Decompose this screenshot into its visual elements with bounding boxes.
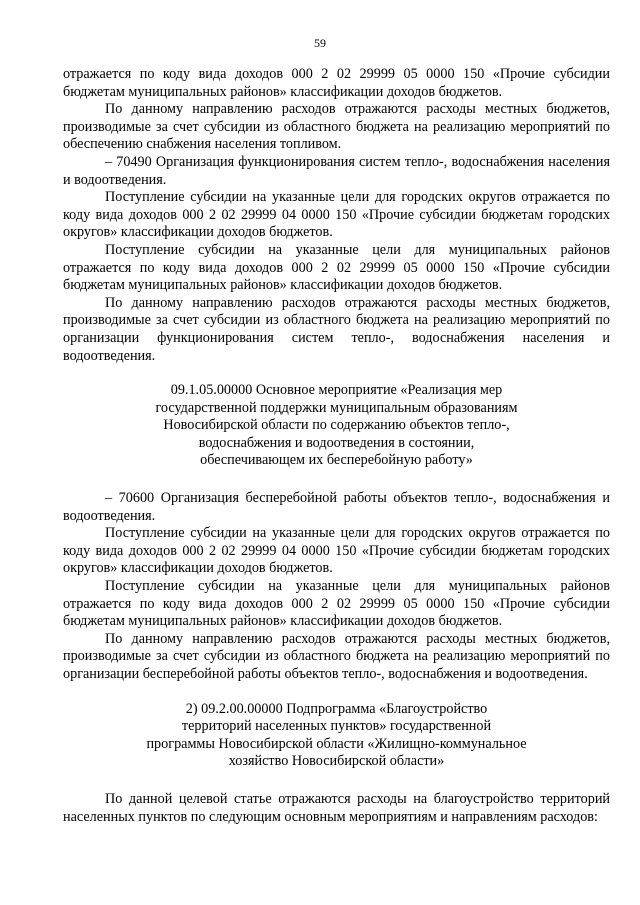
spacer <box>63 771 610 791</box>
spacer <box>63 470 610 490</box>
paragraph-heating-water-expenses: По данному направлению расходов отражаются расходы местных бюджетов, производимые за счет субсидии из областного бюджета на реализацию мероприятий по организации функционирования систем тепло-, водоснабжения населения и водоотведения. <box>63 294 610 364</box>
paragraph-urban-districts-subsidy: Поступление субсидии на указанные цели для городских округов отражается по коду вида доходов 000 2 02 29999 04 0000 150 «Прочие субсидии бюджетам городских округов» классификации доходов бюджетов. <box>63 189 610 241</box>
section-heading-09-2-00 <box>63 701 610 771</box>
heading-line: обеспечивающем их бесперебойную работу» <box>200 452 473 469</box>
page-number: 59 <box>314 36 326 50</box>
spacer <box>63 365 610 382</box>
heading-line: Новосибирской области по содержанию объектов тепло-, <box>163 417 510 434</box>
spacer <box>63 684 610 701</box>
heading-line: государственной поддержки муниципальным образованиям <box>155 399 518 416</box>
paragraph-landscaping-expenses: По данной целевой статье отражаются расходы на благоустройство территорий населенных пунктов по следующим основным мероприятиям и направлениям расходов: <box>63 790 610 825</box>
heading-line: хозяйство Новосибирской области» <box>228 753 445 770</box>
heading-line: водоснабжения и водоотведения в состоянии, <box>198 434 475 451</box>
heading-line: 2) 09.2.00.00000 Подпрограмма «Благоустройство <box>185 700 488 717</box>
page-body <box>63 66 610 826</box>
paragraph-continuation: отражается по коду вида доходов 000 2 02 29999 05 0000 150 «Прочие субсидии бюджетам муниципальных районов» классификации доходов бюджетов. <box>63 66 610 100</box>
paragraph-code-70490: – 70490 Организация функционирования систем тепло-, водоснабжения населения и водоотведения. <box>63 153 610 188</box>
paragraph-municipal-districts-subsidy: Поступление субсидии на указанные цели для муниципальных районов отражается по коду вида доходов 000 2 02 29999 05 0000 150 «Прочие субсидии бюджетам муниципальных районов» классификации доходов бюджетов. <box>63 578 610 630</box>
paragraph-municipal-districts-subsidy: Поступление субсидии на указанные цели для муниципальных районов отражается по коду вида доходов 000 2 02 29999 05 0000 150 «Прочие субсидии бюджетам муниципальных районов» классификации доходов бюджетов. <box>63 241 610 294</box>
paragraph-urban-districts-subsidy: Поступление субсидии на указанные цели для городских округов отражается по коду вида доходов 000 2 02 29999 04 0000 150 «Прочие субсидии бюджетам городских округов» классификации доходов бюджетов. <box>63 525 610 577</box>
paragraph-fuel-supply-expenses: По данному направлению расходов отражаются расходы местных бюджетов, производимые за счет субсидии из областного бюджета на реализацию мероприятий по обеспечению снабжения населения топливом. <box>63 101 610 153</box>
heading-line: программы Новосибирской области «Жилищно-коммунальное <box>146 735 527 752</box>
heading-line: территорий населенных пунктов» государственной <box>181 718 492 735</box>
heading-line: 09.1.05.00000 Основное мероприятие «Реализация мер <box>170 382 503 399</box>
paragraph-code-70600: – 70600 Организация бесперебойной работы объектов тепло-, водоснабжения и водоотведения. <box>63 490 610 524</box>
paragraph-uninterrupted-operation-expenses: По данному направлению расходов отражаются расходы местных бюджетов, производимые за счет субсидии из областного бюджета на реализацию мероприятий по организации бесперебойной работы объектов тепло-, водоснабжения и водоотведения. <box>63 630 610 682</box>
section-heading-09-1-05 <box>63 382 610 470</box>
